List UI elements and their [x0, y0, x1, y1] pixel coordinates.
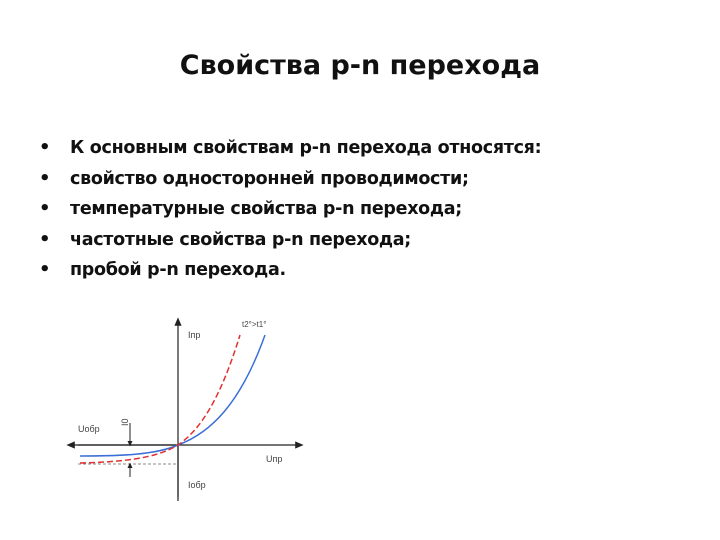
label-iпр: Iпр [188, 330, 201, 340]
bullet-item: • пробой p-n перехода. [36, 255, 676, 286]
label-iобр: Iобр [188, 480, 206, 490]
slide-title: Свойства p-n перехода [179, 50, 541, 81]
bullet-item: • свойство односторонней проводимости; [36, 164, 676, 195]
curve-t2 [80, 335, 240, 463]
label-uобр: Uобр [78, 424, 100, 434]
bullet-dot-icon: • [39, 198, 51, 219]
bullet-dot-icon: • [39, 137, 51, 158]
bullet-item: • температурные свойства p-n перехода; [36, 194, 676, 225]
bullet-dot-icon: • [39, 167, 51, 189]
label-i0: I0 [120, 418, 130, 426]
bullet-item: • частотные свойства p-n перехода; [36, 225, 676, 256]
iv-characteristic-diagram [60, 305, 310, 505]
curve-t1 [80, 335, 265, 456]
label-uпр: Uпр [266, 454, 283, 464]
bullet-item: • К основным свойствам p-n перехода относятся: [36, 133, 676, 164]
bullet-dot-icon: • [39, 228, 51, 250]
bullet-dot-icon: • [39, 259, 51, 280]
label-temperature: t2°>t1° [242, 320, 267, 329]
bullet-list [36, 133, 676, 286]
